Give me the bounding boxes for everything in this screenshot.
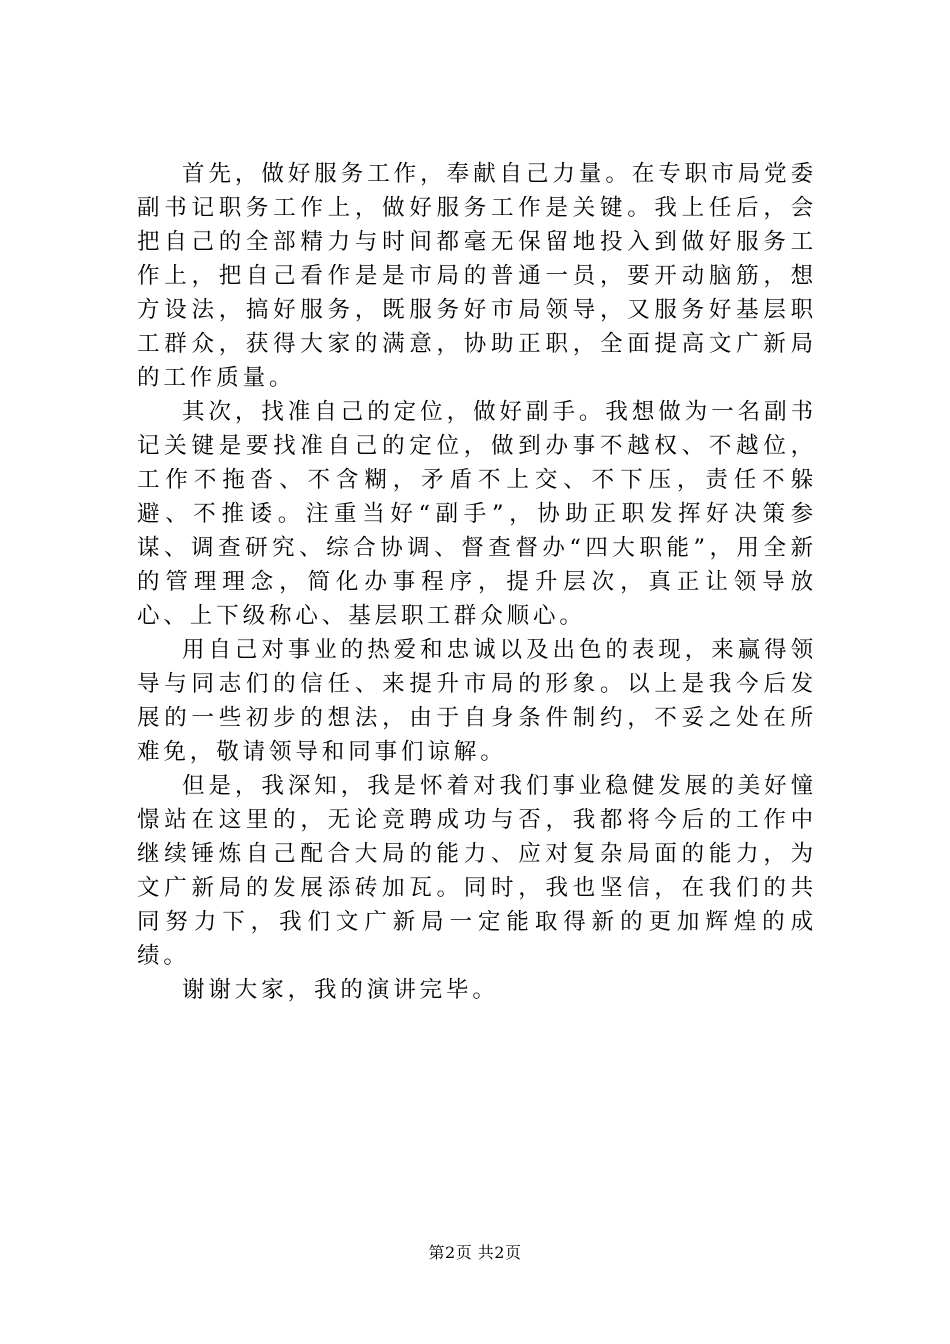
paragraph-closing: 谢谢大家，我的演讲完毕。 <box>182 977 499 1003</box>
document-body <box>137 157 817 1007</box>
paragraph-commitment: 但是，我深知，我是怀着对我们事业稳健发展的美好憧憬站在这里的，无论竞聘成功与否，我都将今后的工作中继续锤炼自己配合大局的能力、应对复杂局面的能力，为文广新局的发展添砖加瓦。同时，我也坚信，在我们的共同努力下，我们文广新局一定能取得新的更加辉煌的成绩。 <box>137 773 817 969</box>
paragraph-service-work: 首先，做好服务工作，奉献自己力量。在专职市局党委副书记职务工作上，做好服务工作是关键。我上任后，会把自己的全部精力与时间都毫无保留地投入到做好服务工作上，把自己看作是是市局的普通一员，要开动脑筋，想方设法，搞好服务，既服务好市局领导，又服务好基层职工群众，获得大家的满意，协助正职，全面提高文广新局的工作质量。 <box>137 161 817 391</box>
page-number-footer: 第2页 共2页 <box>428 1243 522 1262</box>
paragraph-positioning: 其次，找准自己的定位，做好副手。我想做为一名副书记关键是要找准自己的定位，做到办事不越权、不越位，工作不拖沓、不含糊，矛盾不上交、不下压，责任不躲避、不推诿。注重当好“副手”，协助正职发挥好决策参谋、调查研究、综合协调、督查督办“四大职能”，用全新的管理理念，简化办事程序，提升层次，真正让领导放心、上下级称心、基层职工群众顺心。 <box>137 399 817 629</box>
paragraph-dedication: 用自己对事业的热爱和忠诚以及出色的表现，来赢得领导与同志们的信任、来提升市局的形象。以上是我今后发展的一些初步的想法，由于自身条件制约，不妥之处在所难免，敬请领导和同事们谅解。 <box>137 637 817 765</box>
